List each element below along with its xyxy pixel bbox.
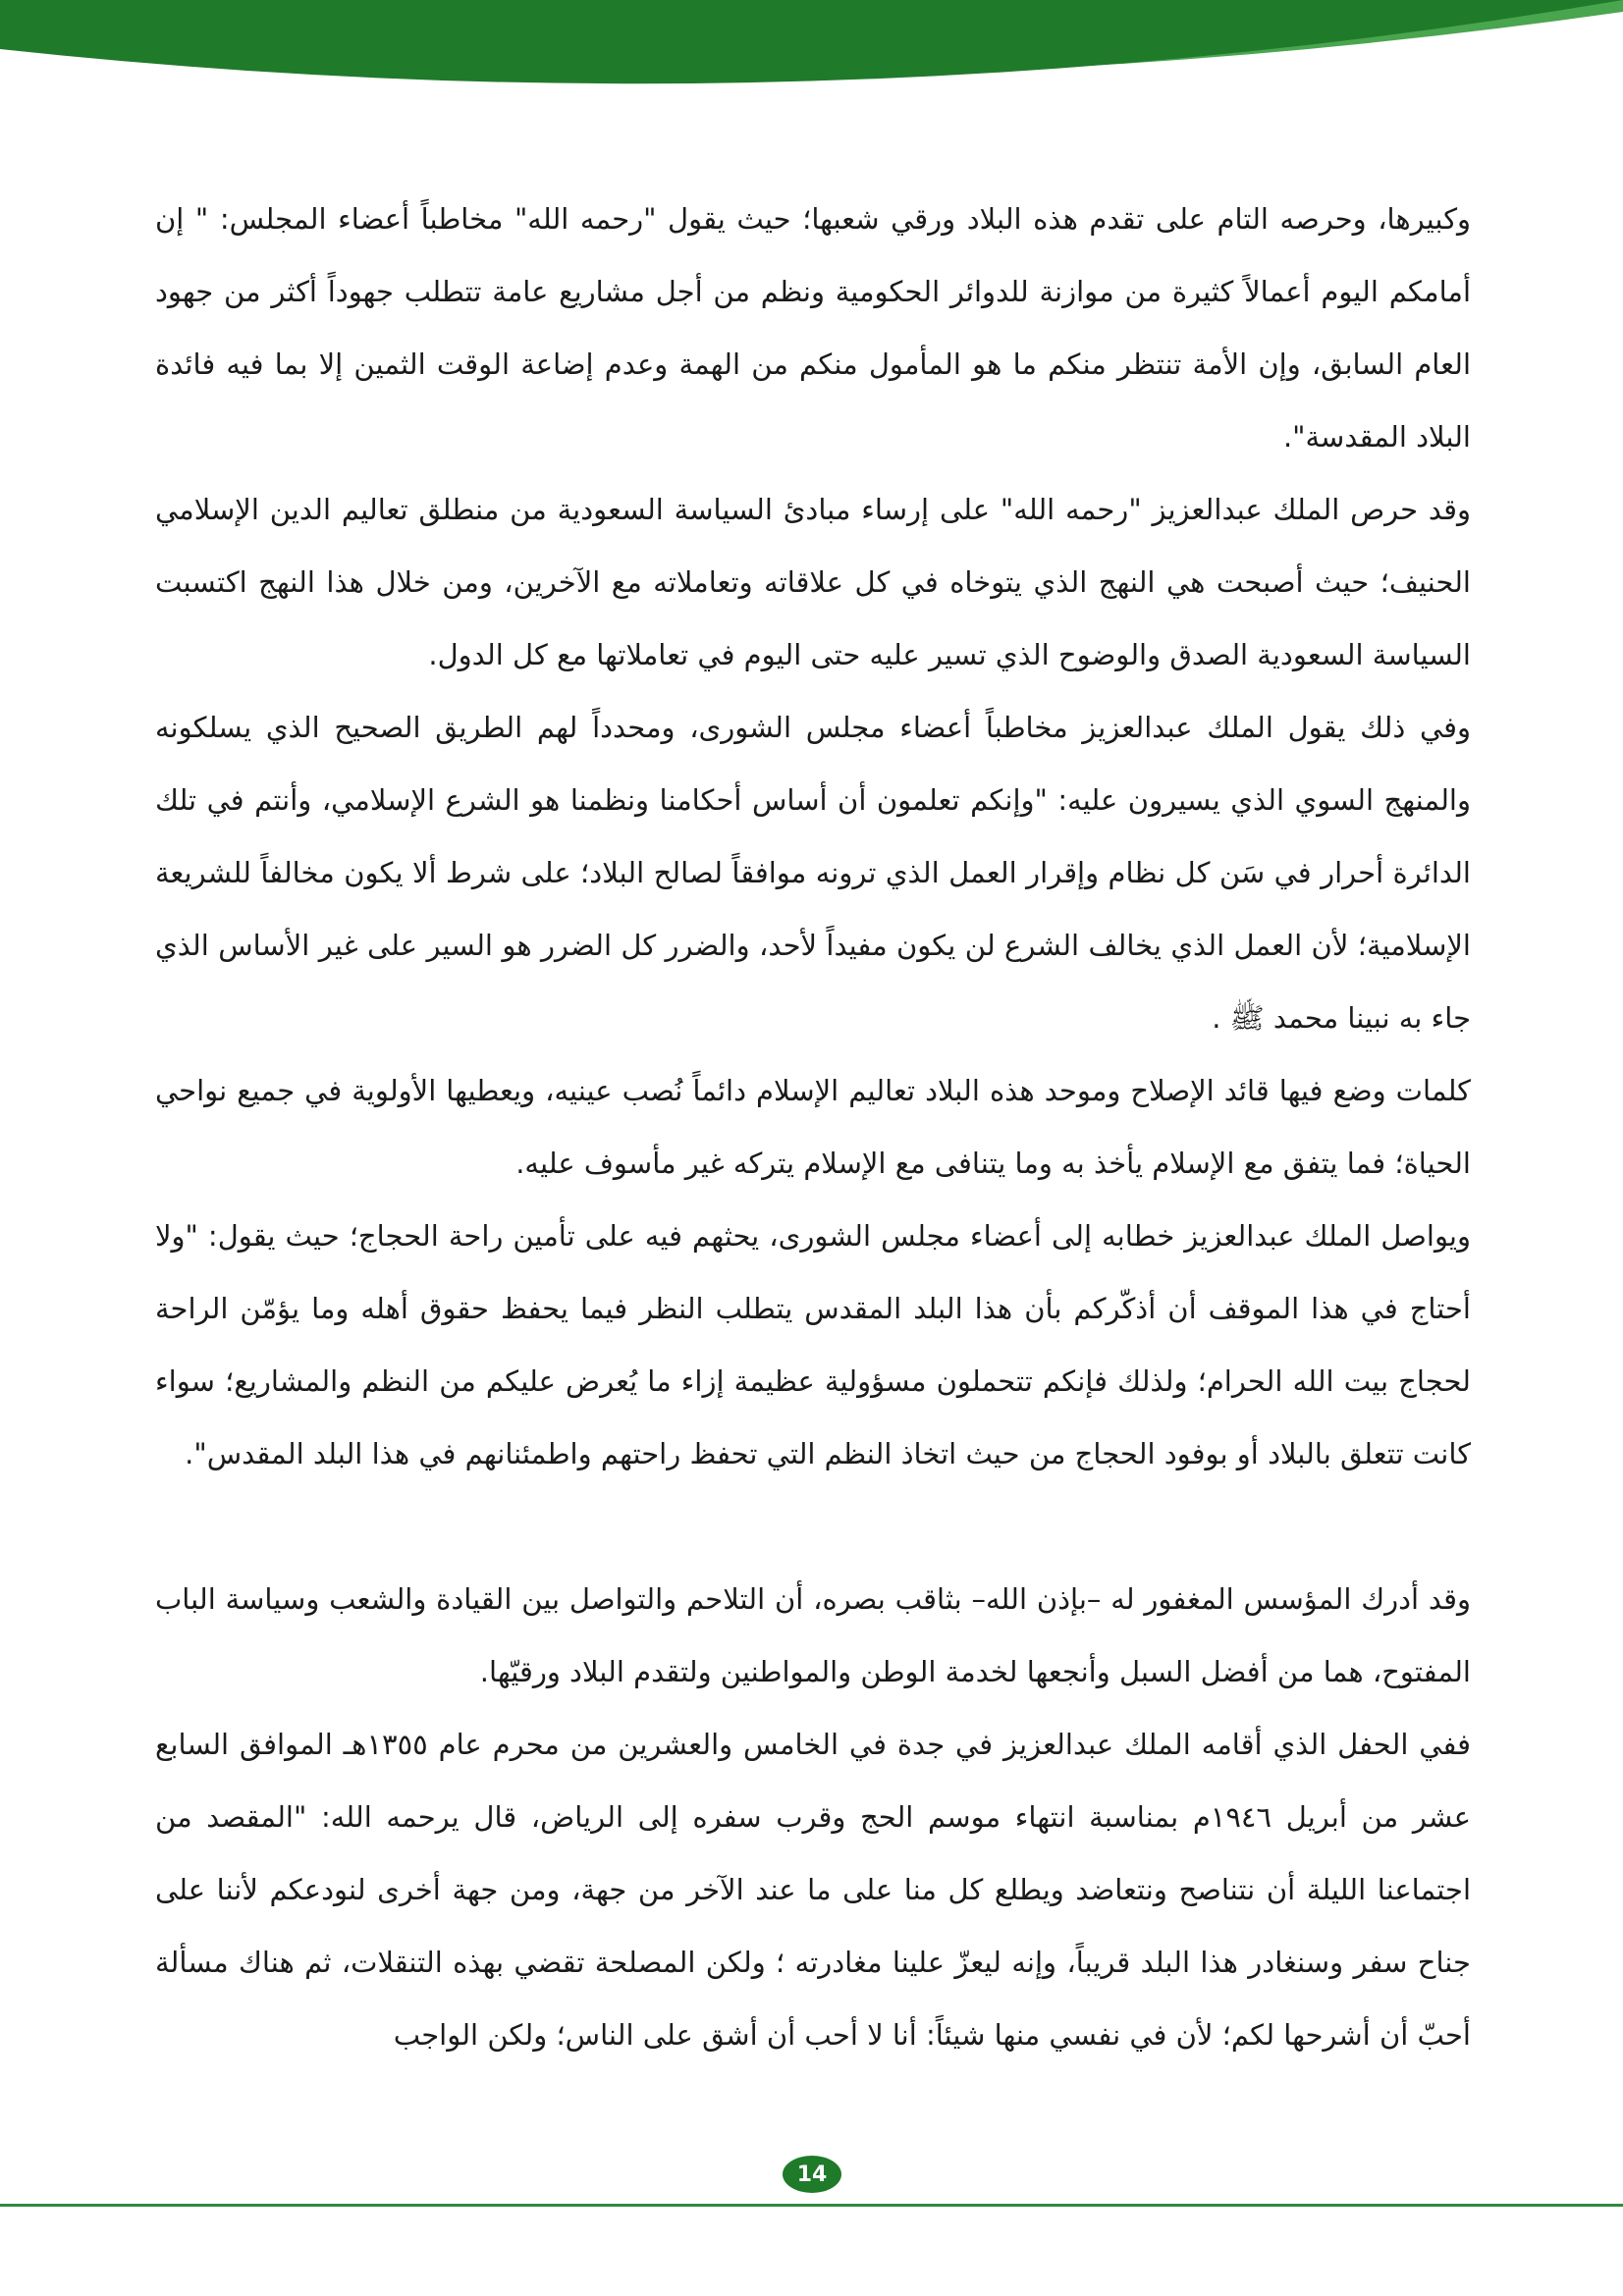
paragraph: ويواصل الملك عبدالعزيز خطابه إلى أعضاء مجلس الشورى، يحثهم فيه على تأمين راحة الحجاج؛ حيث يقول: "ولا أحتاج في هذا الموقف أن أذكّركم بأن هذا البلد المقدس يتطلب النظر فيما يحفظ حقوق أهله وما يؤمّن الراحة لحجاج بيت الله الحرام؛ ولذلك فإنكم تتحملون مسؤولية عظيمة إزاء ما يُعرض عليكم من النظم والمشاريع؛ سواء كانت تتعلق بالبلاد أو بوفود الحجاج من حيث اتخاذ النظم التي تحفظ راحتهم واطمئنانهم في هذا البلد المقدس".: [155, 1219, 1471, 1470]
paragraph: كلمات وضع فيها قائد الإصلاح وموحد هذه البلاد تعاليم الإسلام دائماً نُصب عينيه، ويعطيها الأولوية في جميع نواحي الحياة؛ فما يتفق مع الإسلام يأخذ به وما يتنافى مع الإسلام يتركه غير مأسوف عليه.: [155, 1074, 1471, 1180]
paragraph: وقد أدرك المؤسس المغفور له –بإذن الله– بثاقب بصره، أن التلاحم والتواصل بين القيادة والشعب وسياسة الباب المفتوح، هما من أفضل السبل وأنجعها لخدمة الوطن والمواطنين ولتقدم البلاد ورقيّها.: [155, 1582, 1471, 1688]
top-green-banner: [0, 0, 1623, 118]
paragraph: وقد حرص الملك عبدالعزيز "رحمه الله" على إرساء مبادئ السياسة السعودية من منطلق تعاليم الدين الإسلامي الحنيف؛ حيث أصبحت هي النهج الذي يتوخاه في كل علاقاته وتعاملاته مع الآخرين، ومن خلال هذا النهج اكتسبت السياسة السعودية الصدق والوضوح الذي تسير عليه حتى اليوم في تعاملاتها مع كل الدول.: [155, 493, 1471, 671]
page-number-badge: 14: [783, 2156, 841, 2193]
paragraph: ففي الحفل الذي أقامه الملك عبدالعزيز في جدة في الخامس والعشرين من محرم عام ١٣٥٥هـ الموافق السابع عشر من أبريل ١٩٤٦م بمناسبة انتهاء موسم الحج وقرب سفره إلى الرياض، قال يرحمه الله: "المقصد من اجتماعنا الليلة أن نتناصح ونتعاضد ويطلع كل منا على ما عند الآخر من جهة، ومن جهة أخرى لنودعكم لأننا على جناح سفر وسنغادر هذا البلد قريباً، وإنه ليعزّ علينا مغادرته ؛ ولكن المصلحة تقضي بهذه التنقلات، ثم هناك مسألة أحبّ أن أشرحها لكم؛ لأن في نفسي منها شيئاً: أنا لا أحب أن أشق على الناس؛ ولكن الواجب: [155, 1728, 1471, 2052]
page-body-text: [155, 183, 1471, 2071]
paragraph: وكبيرها، وحرصه التام على تقدم هذه البلاد ورقي شعبها؛ حيث يقول "رحمه الله" مخاطباً أعضاء المجلس: " إن أمامكم اليوم أعمالاً كثيرة من موازنة للدوائر الحكومية ونظم من أجل مشاريع عامة تتطلب جهوداً أكثر من جهود العام السابق، وإن الأمة تنتظر منكم ما هو المأمول منكم من الهمة وعدم إضاعة الوقت الثمين إلا بما فيه فائدة البلاد المقدسة".: [155, 202, 1471, 454]
paragraph: وفي ذلك يقول الملك عبدالعزيز مخاطباً أعضاء مجلس الشورى، ومحدداً لهم الطريق الصحيح الذي يسلكونه والمنهج السوي الذي يسيرون عليه: "وإنكم تعلمون أن أساس أحكامنا ونظمنا هو الشرع الإسلامي، وأنتم في تلك الدائرة أحرار في سَن كل نظام وإقرار العمل الذي ترونه موافقاً لصالح البلاد؛ على شرط ألا يكون مخالفاً للشريعة الإسلامية؛ لأن العمل الذي يخالف الشرع لن يكون مفيداً لأحد، والضرر كل الضرر هو السير على غير الأساس الذي جاء به نبينا محمد ﷺ .: [155, 711, 1471, 1035]
footer-rule: [0, 2204, 1623, 2207]
